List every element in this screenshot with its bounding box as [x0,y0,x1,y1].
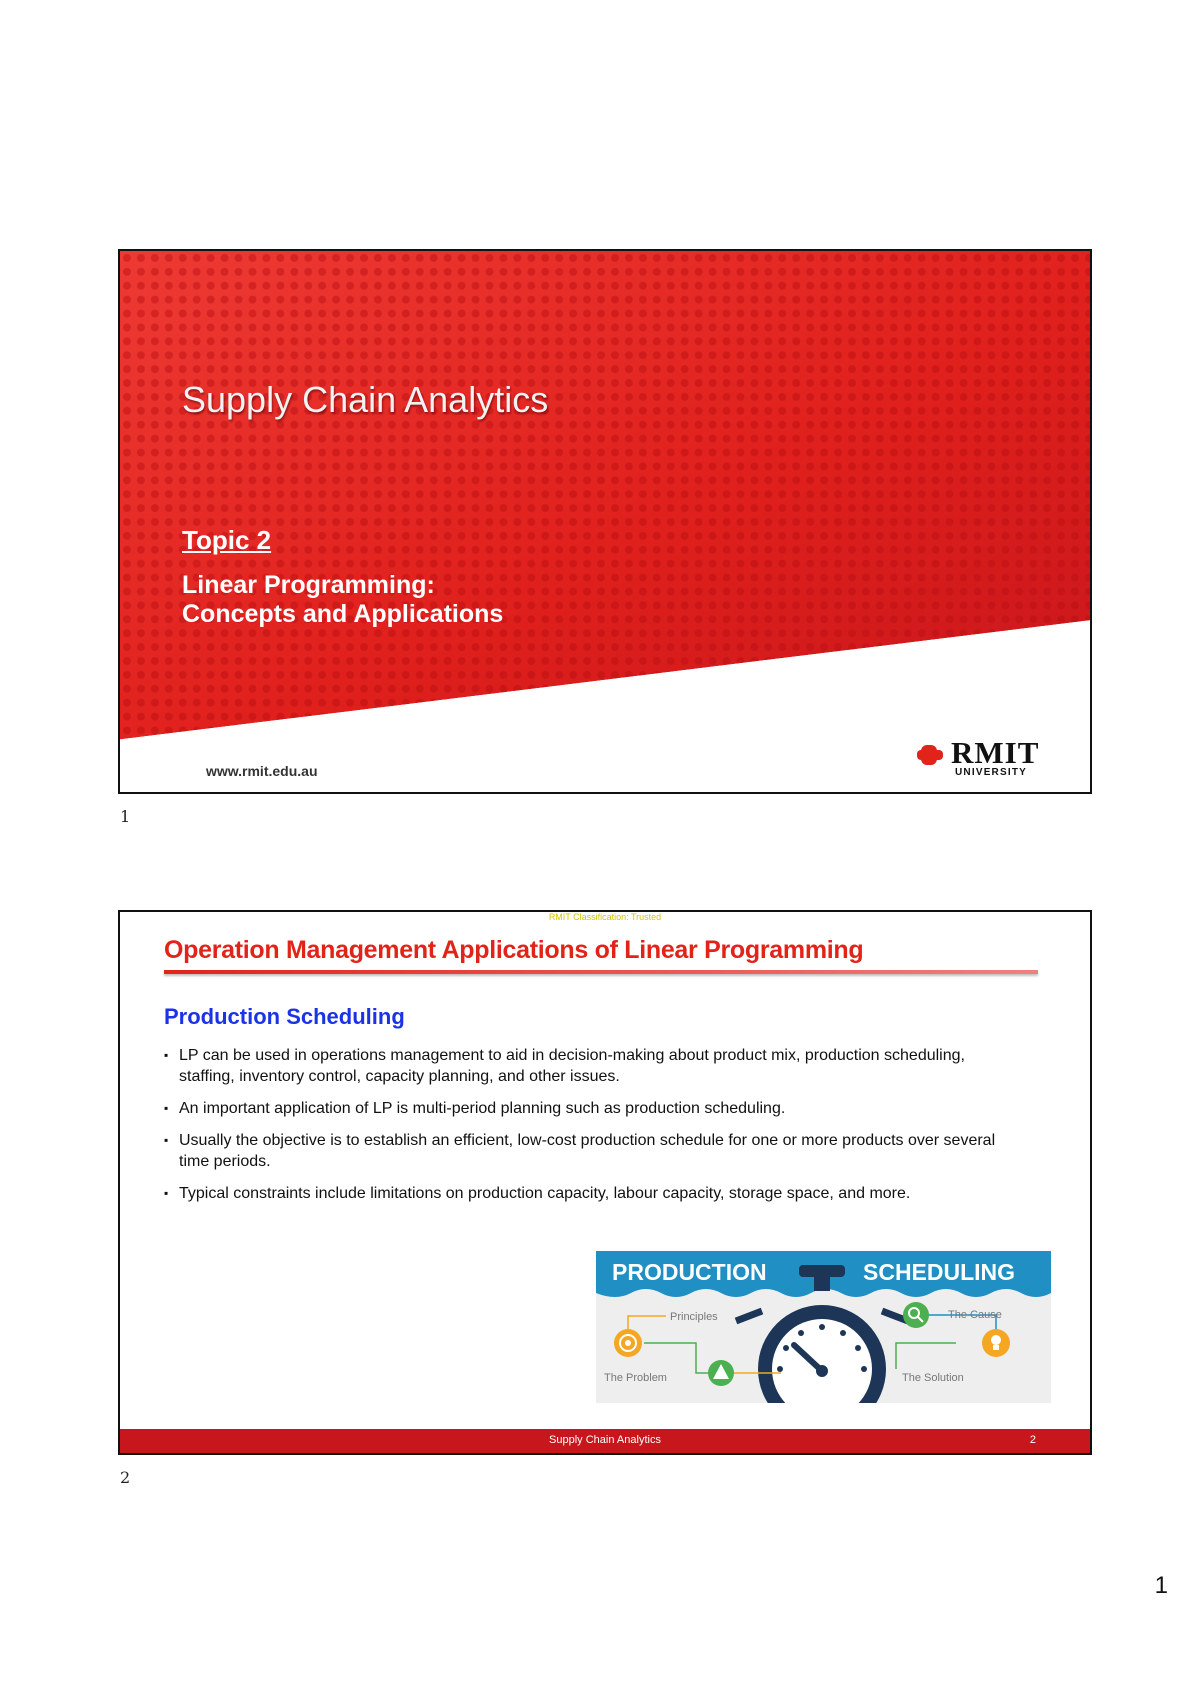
slide-heading: Operation Management Applications of Linear Programming [164,936,864,964]
red-dotted-background [120,251,1090,792]
bullet-item: ▪ LP can be used in operations management to aid in decision-making about product mix, production scheduling, staffing, inventory control, capacity planning, and other issues. [164,1045,1024,1087]
bullet-item: ▪ Usually the objective is to establish an efficient, low-cost production schedule for one or more products over several time periods. [164,1130,1024,1172]
footer-slide-number: 2 [1029,1434,1036,1446]
label-solution: The Solution [902,1372,964,1384]
bullet-list [164,1045,1024,1215]
slide-title: Supply Chain Analytics [182,379,549,420]
label-cause: The Cause [948,1309,1002,1321]
rmit-wordmark: RMIT [951,735,1040,770]
slide-number-1: 1 [120,807,131,826]
image-word-right: SCHEDULING [863,1259,1016,1285]
slide-subtitle: Linear Programming: Concepts and Applications [182,571,504,628]
magnifier-icon [903,1302,929,1328]
rmit-logo [915,735,1051,779]
website-url: www.rmit.edu.au [206,763,318,779]
classification-label: RMIT Classification: Trusted [548,912,662,922]
bullet-item: ▪ An important application of LP is multi-period planning such as production scheduling. [164,1098,1024,1119]
bullet-item: ▪ Typical constraints include limitations on production capacity, labour capacity, storage space, and more. [164,1183,1024,1204]
topic-label: Topic 2 [182,525,272,555]
image-word-left: PRODUCTION [612,1259,767,1285]
content-slide [118,910,1092,1455]
label-principles: Principles [670,1311,718,1323]
rmit-pixel-icon [915,743,949,767]
heading-underline [164,970,1038,974]
page-number: 1 [1154,1572,1168,1599]
slide-number-2: 2 [120,1468,131,1487]
production-scheduling-illustration [596,1251,1051,1403]
footer-course-name: Supply Chain Analytics [549,1434,661,1446]
title-slide [118,249,1092,794]
rmit-university-text: UNIVERSITY [955,767,1028,778]
slide-footer-bar [120,1429,1090,1453]
section-subheading: Production Scheduling [164,1004,405,1029]
label-problem: The Problem [604,1372,667,1384]
